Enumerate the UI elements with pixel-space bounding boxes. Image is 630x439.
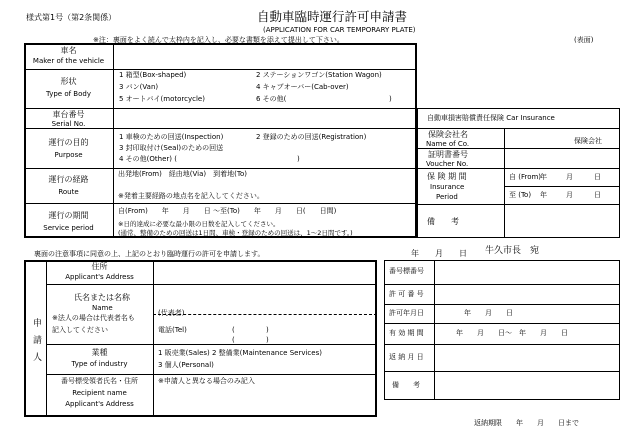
- vehicle-name-label-en: Maker of the vehicle: [32, 57, 105, 65]
- tel-field[interactable]: [236, 325, 264, 343]
- service-period-note-1: ※日的達成に必要な最小限の日数を記入してください。: [118, 220, 280, 228]
- route-label: 運行の経路: [48, 175, 89, 184]
- body-type-option-5[interactable]: 5 オートバイ(motorcycle): [119, 95, 205, 103]
- period-from-label: 自 (From): [509, 173, 542, 181]
- vehicle-name-field[interactable]: [115, 45, 415, 67]
- recipient-label-en-2: Applicant's Address: [65, 400, 134, 408]
- tel-label: 電話(Tel): [158, 326, 187, 334]
- return-date-label: 返 納 月 日: [389, 353, 424, 361]
- body-type-option-3[interactable]: 3 バン(Van): [119, 83, 159, 91]
- permit-date-value[interactable]: 年 月 日: [464, 309, 513, 317]
- recipient-note: ※申請人と異なる場合のみ記入: [158, 377, 255, 385]
- form-title: 自動車臨時運行許可申請書: [257, 9, 408, 24]
- service-period-line[interactable]: 自(From) 年 月 日 ～至(To) 年 月 日( 日間): [118, 207, 337, 215]
- permit-number-label: 許 可 番 号: [389, 290, 424, 298]
- vehicle-name-label: 車名: [60, 46, 77, 55]
- period-to-day[interactable]: 日: [594, 191, 601, 199]
- period-from-year[interactable]: 年: [540, 173, 547, 181]
- name-label: 氏名または名称: [74, 293, 130, 302]
- service-period-note-2: (通常、整備のための回送は1日間、車検・登録のための回送は、1～2日間です。): [118, 229, 353, 237]
- body-type-option-6[interactable]: 6 その他(: [256, 95, 287, 103]
- name-field[interactable]: [155, 286, 375, 312]
- route-label-en: Route: [58, 188, 79, 196]
- period-label-en-1: Insurance: [430, 183, 465, 191]
- period-to-month[interactable]: 月: [566, 191, 573, 199]
- body-type-option-6-close: ): [389, 95, 392, 103]
- plate-number-field[interactable]: [436, 262, 618, 282]
- applicant-side-label: 申請人: [31, 318, 41, 369]
- insurance-company-label-en: Name of Co.: [426, 140, 470, 148]
- period-from-month[interactable]: 月: [566, 173, 573, 181]
- voucher-label: 証明書番号: [428, 150, 468, 159]
- plate-number-label: 番号標番号: [389, 267, 424, 275]
- corp-note-1: ※法人の場合は代表者名も: [52, 314, 135, 322]
- insurance-company-label: 保険会社名: [428, 130, 468, 139]
- serial-label: 車台番号: [52, 110, 85, 119]
- permit-number-field[interactable]: [436, 286, 618, 302]
- insurance-title: 自動車損害賠償責任保険 Car Insurance: [427, 114, 555, 122]
- office-remarks-label: 備 考: [392, 381, 420, 389]
- purpose-label: 運行の目的: [48, 138, 89, 147]
- purpose-option-4-close: ): [297, 155, 300, 163]
- industry-label: 業種: [91, 348, 108, 357]
- industry-option-1-2[interactable]: 1 販売業(Sales) 2 整備業(Maintenance Services): [158, 349, 322, 357]
- period-label-en-2: Period: [436, 193, 458, 201]
- industry-option-3[interactable]: 3 個人(Personal): [158, 361, 214, 369]
- name-label-en: Name: [92, 304, 113, 312]
- office-remarks-field[interactable]: [436, 373, 618, 398]
- valid-period-value[interactable]: 年 月 日～ 年 月 日: [456, 329, 568, 337]
- body-type-label-en: Type of Body: [46, 90, 91, 98]
- return-date-field[interactable]: [436, 346, 618, 369]
- voucher-label-en: Voucher No.: [426, 160, 469, 168]
- body-type-option-2[interactable]: 2 ステーションワゴン(Station Wagon): [256, 71, 382, 79]
- permit-date-label: 許可年月日: [389, 309, 424, 317]
- period-from-day[interactable]: 日: [594, 173, 601, 181]
- return-deadline[interactable]: 返納期限 年 月 日まで: [474, 419, 579, 427]
- addressee: 牛久市長 宛: [485, 246, 540, 256]
- serial-label-en: Serial No.: [51, 120, 86, 128]
- period-to-year[interactable]: 年: [540, 191, 547, 199]
- application-date[interactable]: 年 月 日: [411, 249, 467, 258]
- insurance-remarks-field[interactable]: [506, 206, 618, 236]
- serial-field[interactable]: [115, 110, 415, 126]
- valid-period-label: 有 効 期 間: [389, 329, 424, 337]
- industry-label-en: Type of industry: [71, 360, 128, 368]
- tel-paren-open-1: (: [232, 326, 235, 334]
- form-subtitle: (APPLICATION FOR CAR TEMPORARY PLATE): [263, 26, 416, 34]
- recipient-label-en-1: Recipient name: [72, 389, 127, 397]
- insurance-company-suffix: 保険会社: [574, 137, 602, 145]
- body-type-label: 形状: [60, 77, 77, 86]
- tel-paren-close-1: ): [266, 326, 269, 334]
- service-period-label: 運行の期間: [48, 211, 89, 220]
- body-type-option-1[interactable]: 1 箱型(Box-shaped): [119, 71, 187, 79]
- purpose-label-en: Purpose: [54, 151, 83, 159]
- recipient-label: 番号標受領者氏名・住所: [61, 377, 138, 385]
- agreement-text: 裏面の注意事項に同意の上、上記のとおり臨時運行の許可を申請します。: [34, 250, 265, 258]
- address-field[interactable]: [155, 262, 375, 282]
- tel-paren-open-2: (: [232, 336, 235, 344]
- form-number: 様式第1号（第2条関係）: [26, 13, 117, 22]
- service-period-label-en: Service period: [43, 224, 94, 232]
- voucher-field[interactable]: [506, 150, 618, 166]
- side-label: (表面): [574, 36, 594, 44]
- insurance-company-field[interactable]: [506, 130, 572, 146]
- body-type-option-4[interactable]: 4 キャブオーバー(Cab-over): [256, 83, 349, 91]
- insurance-remarks-label: 備 考: [427, 217, 459, 226]
- address-label-en: Applicant's Address: [65, 273, 134, 281]
- purpose-option-4[interactable]: 4 その他(Other) (: [119, 155, 177, 163]
- route-note: ※発着主要経路の地点名を記入してください。: [118, 192, 264, 200]
- representative-label: (代表者): [158, 309, 185, 317]
- purpose-option-2[interactable]: 2 登録のための回送(Registration): [256, 133, 367, 141]
- purpose-option-3[interactable]: 3 封印取付け(Seal)のための回送: [119, 144, 224, 152]
- period-to-label: 至 (To): [509, 191, 532, 199]
- form-note: ※注：裏面をよく読んで太枠内を記入し、必要な書類を添えて提出して下さい。: [93, 36, 344, 44]
- corp-note-2: 記入してください: [52, 326, 108, 334]
- address-label: 住所: [91, 262, 108, 271]
- route-line[interactable]: 出発地(From) 経由地(Via) 到着地(To): [118, 170, 247, 178]
- period-label: 保 険 期 間: [427, 172, 467, 181]
- purpose-option-1[interactable]: 1 車検のための回送(Inspection): [119, 133, 224, 141]
- recipient-field[interactable]: [155, 388, 375, 415]
- tel-paren-close-2: ): [266, 336, 269, 344]
